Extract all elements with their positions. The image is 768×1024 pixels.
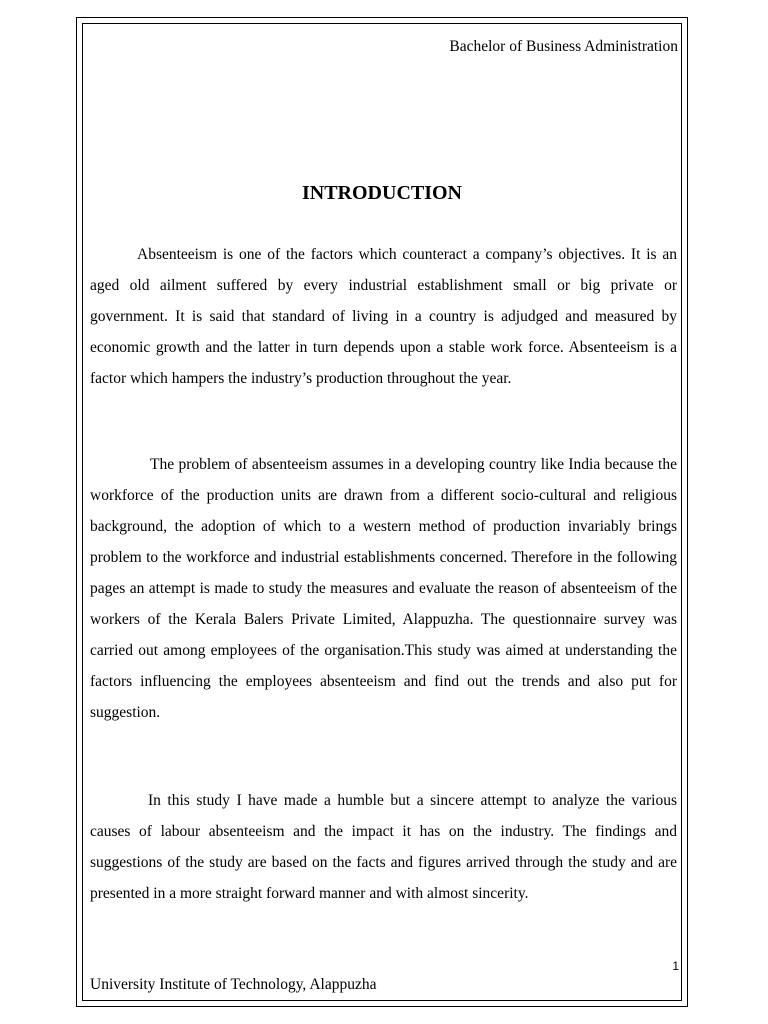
page-title: INTRODUCTION	[301, 182, 463, 204]
header-course-name: Bachelor of Business Administration	[449, 38, 678, 55]
paragraph-1: Absenteeism is one of the factors which counteract a company’s objectives. It is an aged old ailment suffered by every industrial establishment small or big private or government. It is said that standard of living in a country is adjudged and measured by economic growth and the latter in turn depends upon a stable work force. Absenteeism is a factor which hampers the industry’s production throughout the year.	[90, 246, 677, 387]
paragraph-2: The problem of absenteeism assumes in a developing country like India because the workforce of the production units are drawn from a different socio-cultural and religious background, the adoption of which to a western method of production invariably brings problem to the workforce and industrial establishments concerned. Therefore in the following pages an attempt is made to study the measures and evaluate the reason of absenteeism of the workers of the Kerala Balers Private Limited, Alappuzha. The questionnaire survey was carried out among employees of the organisation.This study was aimed at understanding the factors influencing the employees absenteeism and find out the trends and also put for suggestion.	[90, 456, 677, 721]
page-number: 1	[672, 959, 679, 973]
footer-institution: University Institute of Technology, Alappuzha	[90, 976, 377, 993]
paragraph-3: In this study I have made a humble but a sincere attempt to analyze the various causes of labour absenteeism and the impact it has on the industry. The findings and suggestions of the study are based on the facts and figures arrived through the study and are presented in a more straight forward manner and with almost sincerity.	[90, 792, 677, 902]
